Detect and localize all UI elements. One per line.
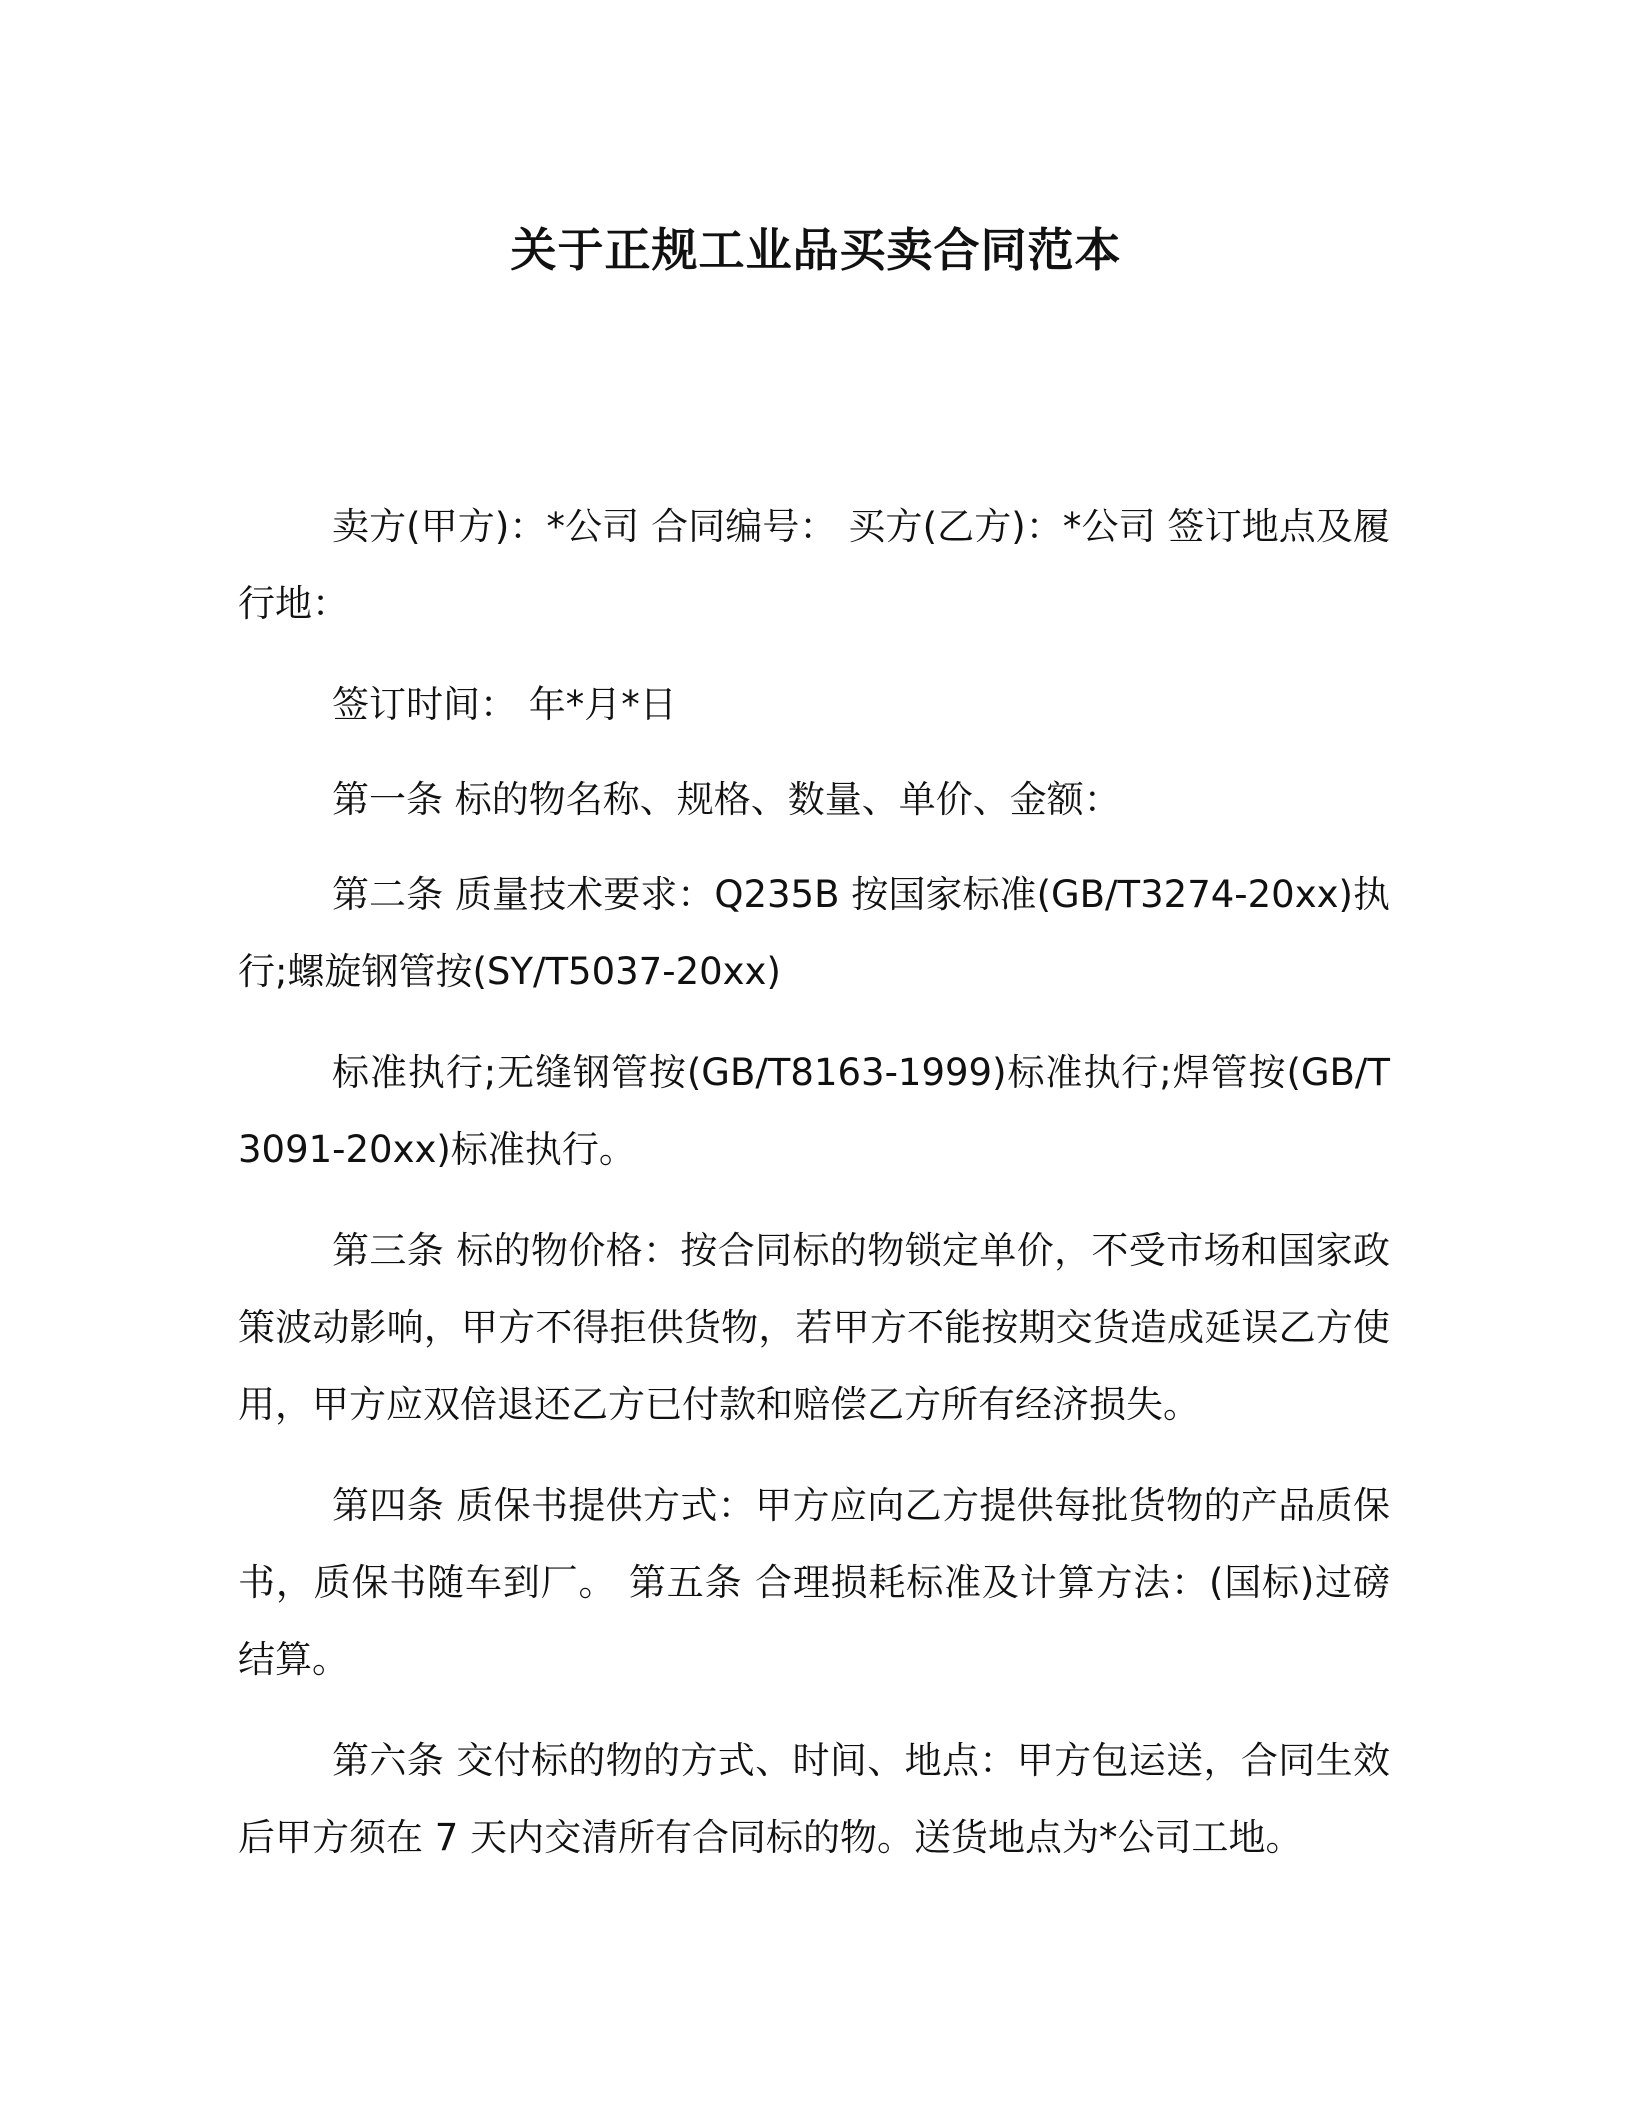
paragraph-article-6: 第六条 交付标的物的方式、时间、地点：甲方包运送，合同生效后甲方须在 7 天内交清所有合同标的物。送货地点为*公司工地。 [238,1739,1390,1859]
paragraph-article-4-5: 第四条 质保书提供方式：甲方应向乙方提供每批货物的产品质保书，质保书随车到厂。 第五条 合理损耗标准及计算方法：(国标)过磅结算。 [238,1484,1390,1681]
document-title: 关于正规工业品买卖合同范本 [510,223,1122,277]
paragraph-signing-date: 签订时间： 年*月*日 [332,683,677,726]
paragraph-article-1: 第一条 标的物名称、规格、数量、单价、金额： [332,778,1121,821]
paragraph-article-2: 第二条 质量技术要求：Q235B 按国家标准(GB/T3274-20xx)执行;螺旋钢管按(SY/T5037-20xx) [238,873,1390,993]
paragraph-article-3: 第三条 标的物价格：按合同标的物锁定单价，不受市场和国家政策波动影响，甲方不得拒供货物，若甲方不能按期交货造成延误乙方使用，甲方应双倍退还乙方已付款和赔偿乙方所有经济损失。 [238,1229,1390,1426]
paragraph-article-2-continued: 标准执行;无缝钢管按(GB/T8163-1999)标准执行;焊管按(GB/T3091-20xx)标准执行。 [238,1051,1390,1171]
paragraph-parties: 卖方(甲方)：*公司 合同编号： 买方(乙方)：*公司 签订地点及履行地： [238,505,1390,625]
document-body [238,488,1390,1900]
